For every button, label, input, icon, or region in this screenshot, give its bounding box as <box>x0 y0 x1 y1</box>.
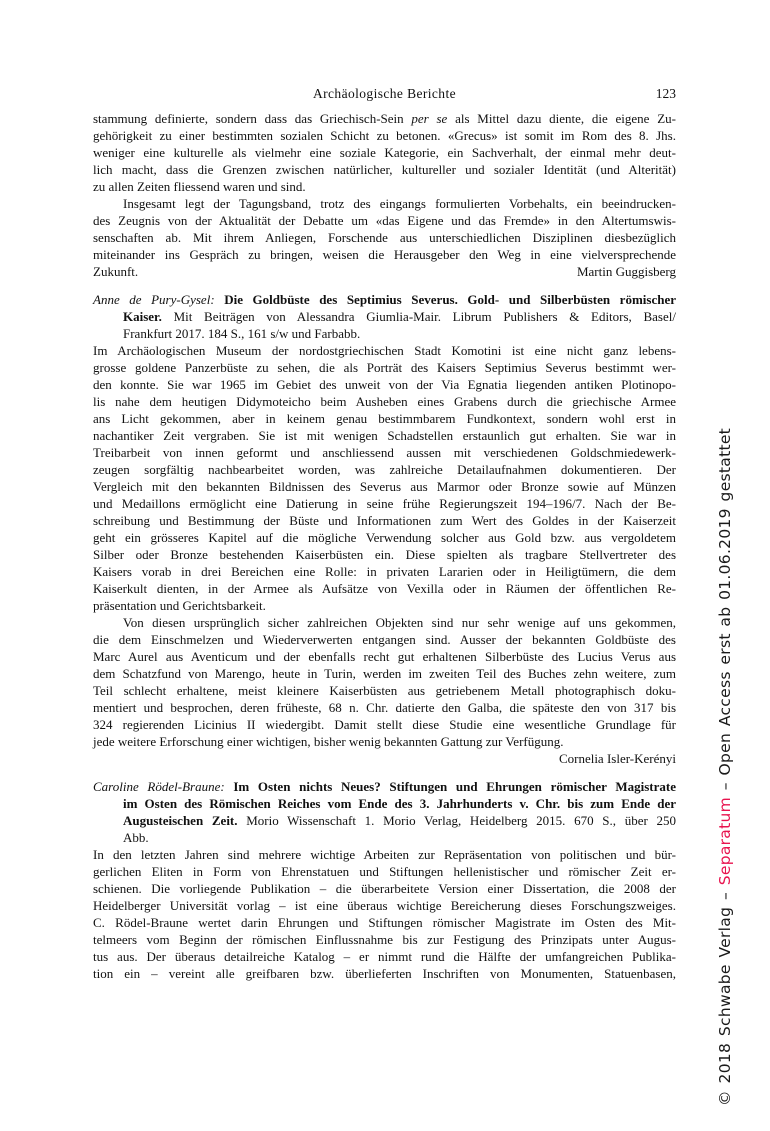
text-line <box>93 716 676 733</box>
text-line <box>93 376 676 393</box>
italic-text: Caroline Rödel-Braune: <box>93 779 234 794</box>
text-line <box>93 342 676 359</box>
body-text: schreibung und Bestimmung der Büste und Informationen zum Wert des Goldes in der Kaiserzeit <box>93 513 676 528</box>
text-line <box>93 178 676 195</box>
paragraph-continuation <box>93 110 676 195</box>
body-text: Morio Wissenschaft 1. Morio Verlag, Heidelberg 2015. 670 S., über 250 <box>246 813 676 828</box>
text-line <box>93 614 676 631</box>
body-text: weniger eine kulturelle als vielmehr eine soziale Kategorie, ein Sachverhalt, der einmal mehr deut- <box>93 145 676 160</box>
page-header <box>93 85 676 102</box>
copyright-suffix: – Open Access erst ab 01.06.2019 gestattet <box>716 427 734 797</box>
text-line <box>93 291 676 308</box>
body-text: Zukunft. <box>93 264 139 279</box>
journal-title: Archäologische Berichte <box>312 86 457 101</box>
bold-text: Kaiser. <box>123 309 174 324</box>
italic-text: Anne de Pury-Gysel: <box>93 292 225 307</box>
body-text: schienen. Die vorliegende Publikation – die überarbeitete Version einer Dissertation, die 2008 der <box>93 881 676 896</box>
page-number: 123 <box>655 86 676 101</box>
text-line <box>93 161 676 178</box>
review-body-roedel-braune <box>93 846 676 982</box>
body-text: und Medaillons ermöglicht eine Datierung in seine frühe Regierungszeit 194–196/7. Nach der Be- <box>93 496 676 511</box>
body-text: des Zeugnis von der Aktualität der Debatte um «das Eigene und das Fremde» in den Altertumswis- <box>93 213 676 228</box>
text-line <box>93 631 676 648</box>
body-text: 324 regierenden Licinius II wiedergibt. Damit stellt diese Studie eine wesentliche Grundlage für <box>93 717 676 732</box>
text-line <box>93 263 676 280</box>
body-text: lich macht, dass die Grenzen zwischen natürlicher, kultureller und sozialer Identität (und Alterität) <box>93 162 676 177</box>
text-line <box>93 648 676 665</box>
body-text: dem Schatzfund von Marengo, heute in Turin, werden im zweiten Teil des Buches zehn weitere, zum <box>93 666 676 681</box>
body-text: tus aus. Der überaus detailreiche Katalog – er nimmt rund die Hälfte der umfangreichen Publika- <box>93 949 676 964</box>
text-line <box>93 427 676 444</box>
text-line <box>93 127 676 144</box>
text-line <box>93 325 676 342</box>
text-line <box>93 699 676 716</box>
body-text: zu allen Zeiten fliessend waren und sind. <box>93 179 306 194</box>
body-text: zeugen sorgfältig nachbearbeitet worden, was zahlreiche Detailaufnahmen dokumentieren. Der <box>93 462 676 477</box>
body-text: senschaften ab. Mit ihrem Anliegen, Forschende aus unterschiedlichen Disziplinen diesbezüglich <box>93 230 676 245</box>
body-text: Treibarbeit von innen geformt und anschliessend aussen mit verschiedenen Goldschmiedewerk- <box>93 445 676 460</box>
body-text: Abb. <box>123 830 149 845</box>
text-line <box>93 597 676 614</box>
paragraph-closing <box>93 195 676 280</box>
body-text: als Mittel dazu diente, die eigene Zu- <box>447 111 676 126</box>
body-text: Mit Beiträgen von Alessandra Giumlia-Mair. Librum Publishers & Editors, Basel/ <box>173 309 676 324</box>
copyright-prefix: © 2018 Schwabe Verlag – <box>716 885 734 1106</box>
text-line <box>93 682 676 699</box>
body-text: mentiert und besprochen, deren früheste, 68 n. Chr. datierte den Galba, die späteste den von 317 bis <box>93 700 676 715</box>
body-text: Vergleich mit den bekannten Bildnissen des Severus aus Marmor oder Bronze sowie auf Münzen <box>93 479 676 494</box>
bold-text: Die Goldbüste des Septimius Severus. Gold- und Silberbüsten römischer <box>224 292 676 307</box>
review-body-pury-gysel-2 <box>93 614 676 767</box>
text-line <box>93 812 676 829</box>
text-line <box>93 897 676 914</box>
text-line <box>93 444 676 461</box>
text-line <box>93 665 676 682</box>
body-text: nachantiker Zeit vergraben. Sie ist mit wenigen Schadstellen erstaunlich gut erhalten. Sie war in <box>93 428 676 443</box>
body-text: Marc Aurel aus Aventicum und der ebenfalls recht gut erhaltenen Silberbüste des Lucius Verus aus <box>93 649 676 664</box>
body-text: präsentation und Gerichtsbarkeit. <box>93 598 266 613</box>
sidebar-copyright <box>716 428 734 1106</box>
body-text: Kaisers vorab in drei Bereichen eine Rolle: in privaten Lararien oder in Heiligtümern, die dem <box>93 564 676 579</box>
bold-text: im Osten des Römischen Reiches vom Ende des 3. Jahrhunderts v. Chr. bis zum Ende der <box>123 796 676 811</box>
body-text: Teil schlecht erhaltene, meist kleinere Kaiserbüsten aus getriebenem Metall photographisch doku- <box>93 683 676 698</box>
body-text: Silber oder Bronze bestehenden Kaiserbüsten ein. Diese spielten als tragbare Stellvertreter des <box>93 547 676 562</box>
text-line <box>93 212 676 229</box>
body-text: In den letzten Jahren sind mehrere wichtige Arbeiten zur Repräsentation von politischen und bür- <box>93 847 676 862</box>
text-line <box>93 563 676 580</box>
body-text: lis nahe dem heutigen Didymoteicho beim Ausheben eines Grabens durch die griechische Armee <box>93 394 676 409</box>
text-line <box>93 393 676 410</box>
text-line <box>93 229 676 246</box>
body-text: jede weitere Erforschung einer wichtigen, bisher wenig bekannten Gattung zur Verfügung. <box>93 734 564 749</box>
separatum-label: Separatum <box>716 796 734 886</box>
body-text: grosse goldene Panzerbüste zu sehen, die als Porträt des Kaisers Septimius Severus bestimmt wer- <box>93 360 676 375</box>
text-line <box>93 410 676 427</box>
text-line <box>93 880 676 897</box>
body-text: Heidelberger Universität vorlag – ist eine überaus wichtige Bereicherung dieses Forschungszweiges. <box>93 898 676 913</box>
text-line <box>93 478 676 495</box>
text-flow <box>93 110 676 982</box>
text-line <box>93 829 676 846</box>
text-line <box>93 546 676 563</box>
body-text: tion ein – vereint alle greifbaren bzw. überlieferten Inschriften von Monumenten, Statuenbasen, <box>93 966 676 981</box>
italic-text: per se <box>411 111 448 126</box>
review-body-pury-gysel-1 <box>93 342 676 614</box>
bold-text: Augusteischen Zeit. <box>123 813 247 828</box>
text-line <box>93 529 676 546</box>
body-text: C. Rödel-Braune wertet darin Ehrungen und Stiftungen römischer Magistrate im Osten des Mit- <box>93 915 676 930</box>
text-line <box>93 246 676 263</box>
text-line <box>93 948 676 965</box>
body-text: geht ein grösseres Kapitel auf die mögliche Verwendung solcher aus Gold bzw. aus vergoldetem <box>93 530 676 545</box>
body-text: ans Licht gekommen, aber in keinem genau bestimmbarem Fundkontext, sondern wohl erst in <box>93 411 676 426</box>
body-text: gehörigkeit zu einer bestimmten sozialen Schicht zu betonen. «Grecus» ist somit im Rom des 8. Jhs. <box>93 128 676 143</box>
text-line <box>93 110 676 127</box>
body-text: Insgesamt legt der Tagungsband, trotz des eingangs formulierten Vorbehalts, ein beeindrucken- <box>123 196 676 211</box>
body-text: Im Archäologischen Museum der nordostgriechischen Stadt Komotini ist eine nicht ganz lebens- <box>93 343 676 358</box>
bold-text: Im Osten nichts Neues? Stiftungen und Ehrungen römischer Magistrate <box>233 779 676 794</box>
text-line <box>93 495 676 512</box>
review-heading-roedel-braune <box>93 778 676 846</box>
body-text: den konnte. Sie war 1965 im Gebiet des unweit von der Via Egnatia liegenden antiken Plotinopo- <box>93 377 676 392</box>
text-line <box>93 359 676 376</box>
text-line <box>93 512 676 529</box>
text-line <box>93 795 676 812</box>
body-text: Kaiserkult dienten, in der Armee als Aufsätze von Vexilla oder in Räumen der öffentlichen Re- <box>93 581 676 596</box>
text-line <box>93 846 676 863</box>
reviewer-signature: Cornelia Isler-Kerényi <box>558 751 676 766</box>
text-line <box>93 778 676 795</box>
reviewer-signature: Martin Guggisberg <box>576 264 676 279</box>
body-text: gerlichen Eliten in Form von Ehrenstatuen und Stiftungen hellenistischer und römischer Zeit er- <box>93 864 676 879</box>
text-line <box>93 733 676 750</box>
body-text: Von diesen ursprünglich sicher zahlreichen Objekten sind nur sehr wenige auf uns gekommen, <box>123 615 676 630</box>
text-line <box>93 195 676 212</box>
text-line <box>93 965 676 982</box>
body-text: miteinander ins Gespräch zu bringen, weisen die Herausgeber den Weg in eine vielversprechende <box>93 247 676 262</box>
text-line <box>93 308 676 325</box>
body-text: stammung definierte, sondern dass das Griechisch-Sein <box>93 111 412 126</box>
text-line <box>93 931 676 948</box>
text-column <box>93 85 676 982</box>
review-heading-pury-gysel <box>93 291 676 342</box>
text-line <box>93 144 676 161</box>
text-line <box>93 863 676 880</box>
body-text: die dem Einschmelzen und Wiederverwerten entgangen sind. Ausser der bekannten Goldbüste des <box>93 632 676 647</box>
body-text: telmeers vom Beginn der römischen Einflussnahme bis zur Festigung des Prinzipats unter Augus- <box>93 932 676 947</box>
body-text: Frankfurt 2017. 184 S., 161 s/w und Farbabb. <box>123 326 361 341</box>
text-line <box>93 580 676 597</box>
text-line <box>93 461 676 478</box>
text-line <box>93 914 676 931</box>
